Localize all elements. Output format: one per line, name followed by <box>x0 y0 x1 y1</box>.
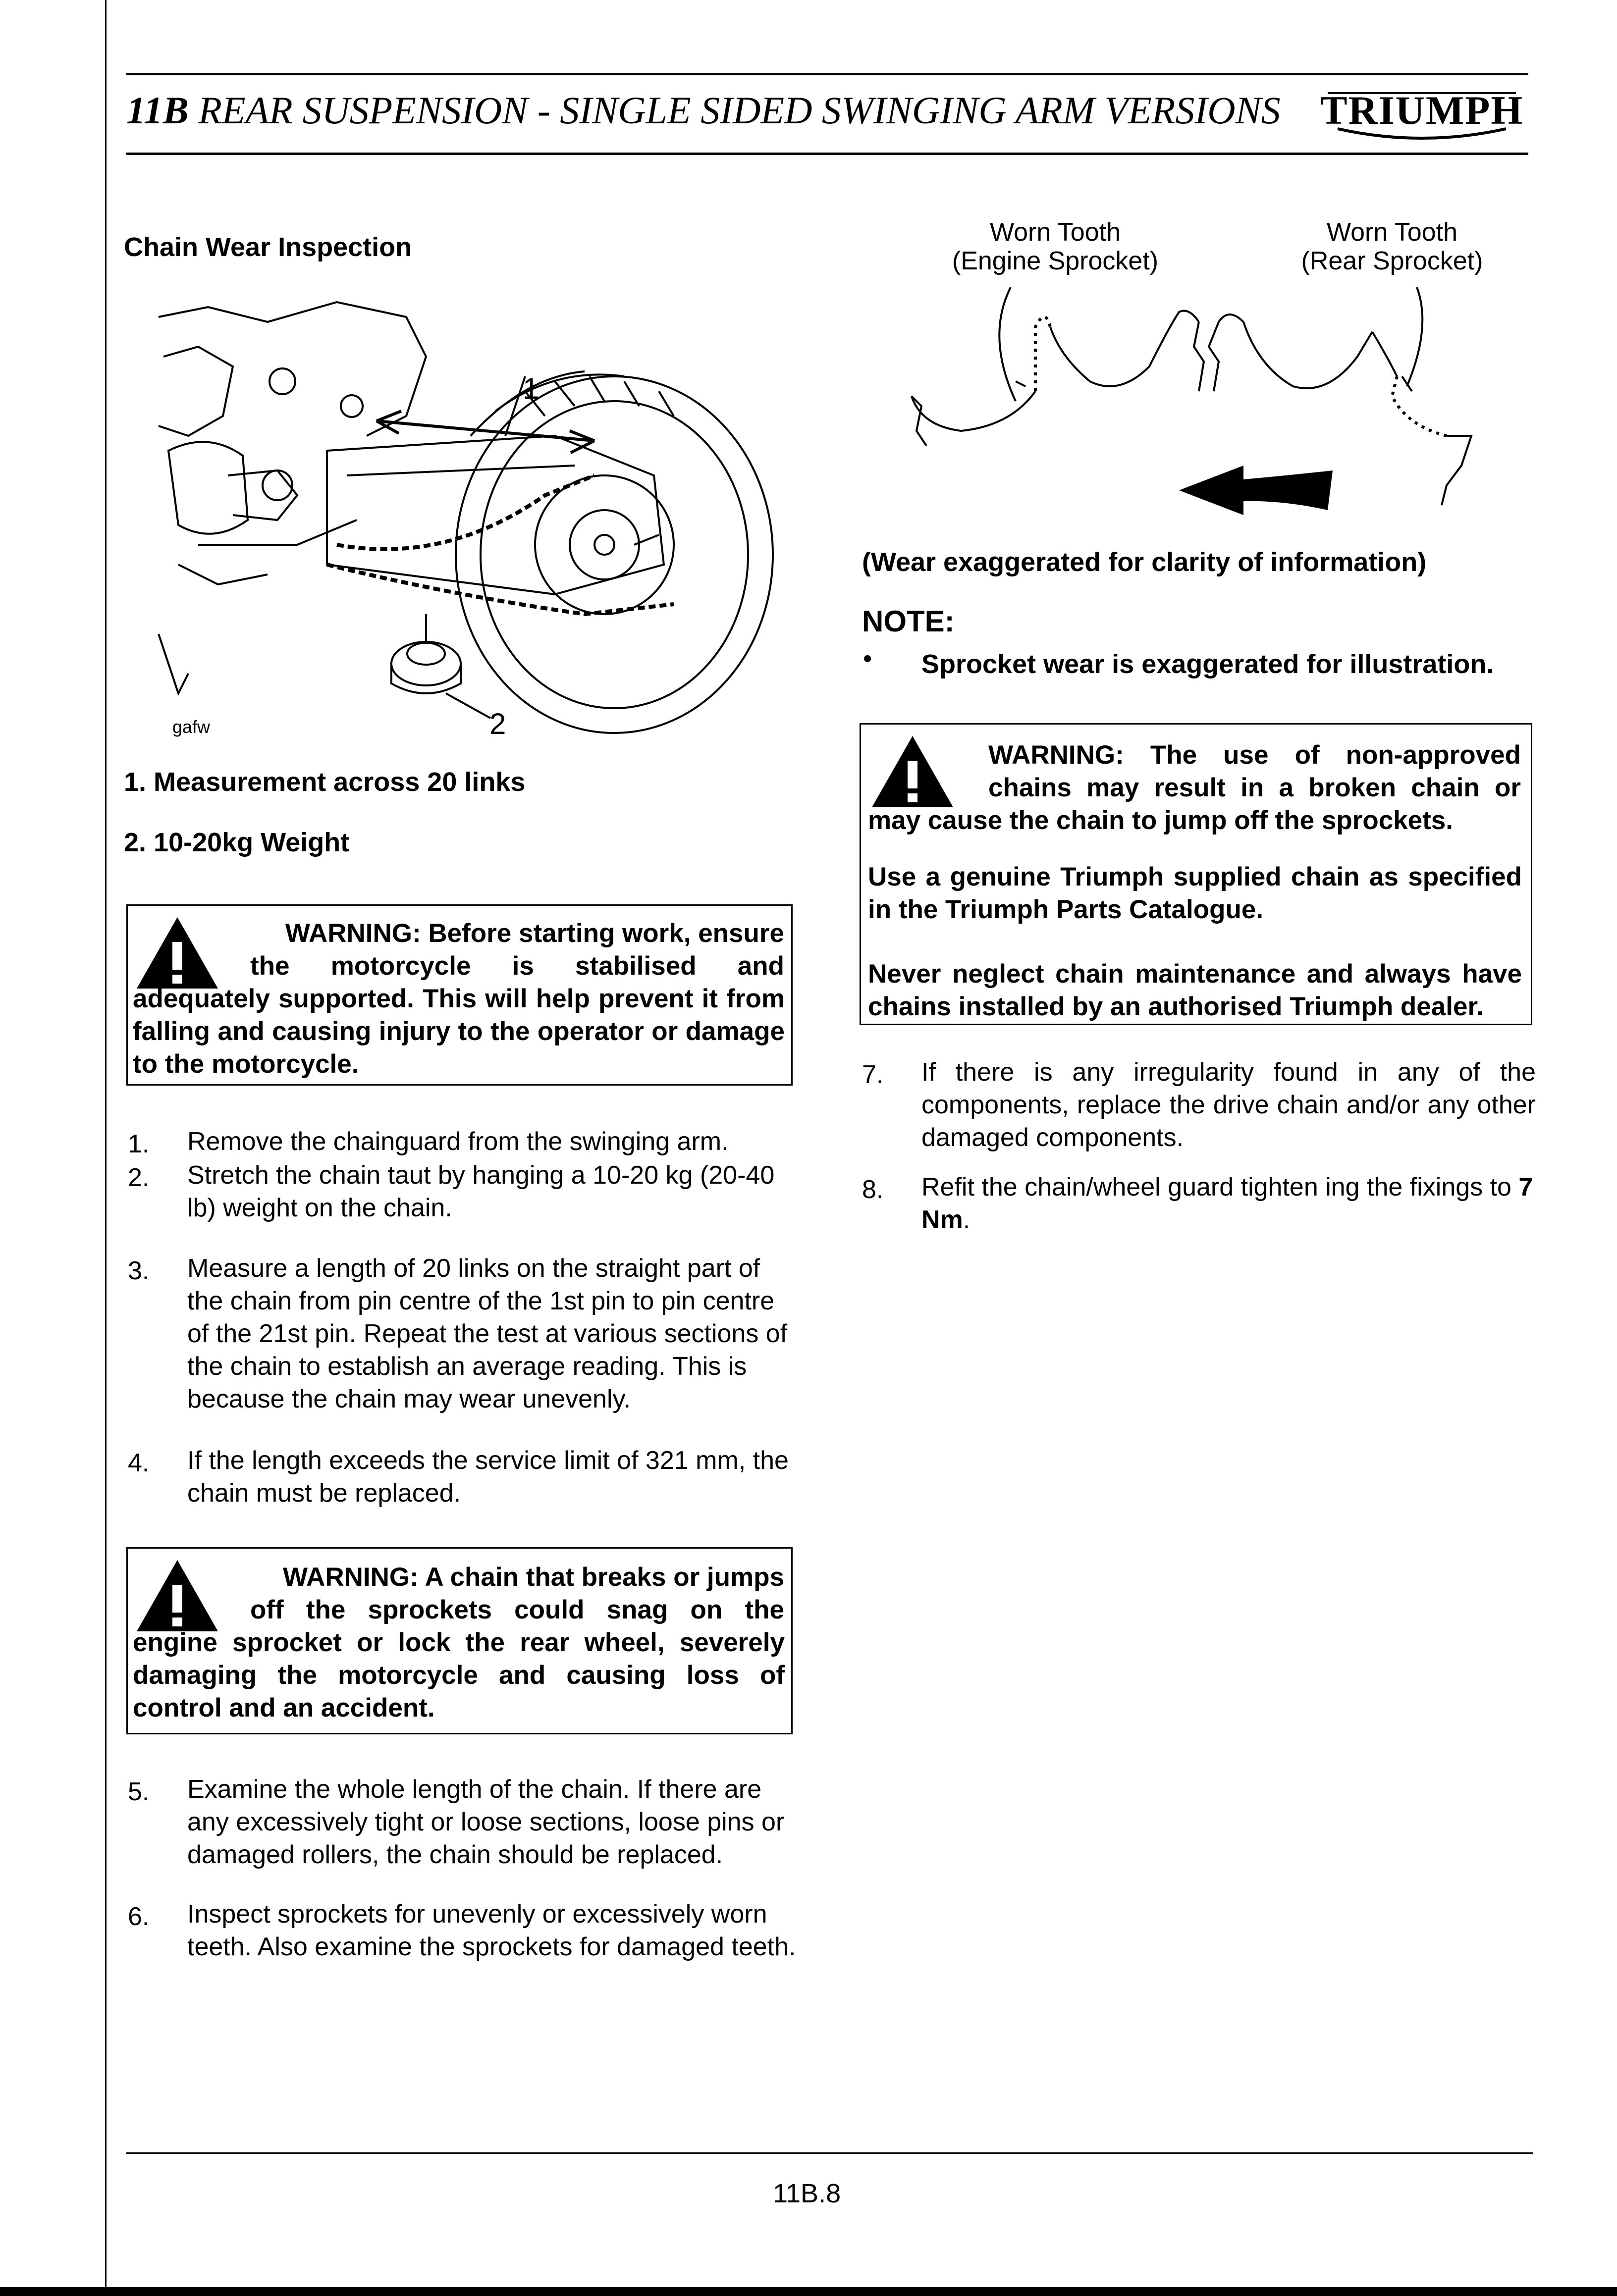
label-worn-tooth-rear <box>1268 218 1516 275</box>
footer-rule <box>126 2152 1533 2154</box>
section-title: Chain Wear Inspection <box>124 232 412 262</box>
step-number: 5. <box>128 1777 150 1806</box>
bullet-dot-icon: • <box>863 644 872 673</box>
step-8-text-c: . <box>963 1205 970 1234</box>
header-top-rule <box>126 73 1528 75</box>
logo-text: TRIUMPH <box>1320 88 1524 133</box>
step-text: Remove the chainguard from the swinging arm. <box>187 1127 729 1156</box>
step-8-text-a: Refit the chain/wheel guard tighten ing the fixings to <box>921 1173 1519 1201</box>
step-number: 6. <box>128 1902 150 1931</box>
warning-triangle-icon <box>133 913 222 992</box>
label-rear-line1: Worn Tooth <box>1326 218 1457 247</box>
warning-2-line2: off the sprockets could snag on the <box>250 1595 784 1624</box>
triumph-logo <box>1318 83 1526 153</box>
figure-code: gafw <box>172 717 211 737</box>
sprocket-wear-diagram <box>902 277 1496 535</box>
note-text: Sprocket wear is exaggerated for illustration. <box>921 649 1494 679</box>
step-number: 7. <box>862 1060 884 1089</box>
step-text: Inspect sprockets for unevenly or excessively worn teeth. Also examine the sprockets for damaged teeth. <box>187 1900 796 1961</box>
warning-3-line2: chains may result in a broken chain or <box>988 773 1521 802</box>
caption-2: 2. 10-20kg Weight <box>124 828 350 857</box>
header-bottom-rule <box>126 153 1528 155</box>
page-number: 11B.8 <box>773 2179 841 2208</box>
warning-2-line1: WARNING: A chain that breaks or jumps <box>282 1563 784 1592</box>
section-code: 11B <box>126 89 189 132</box>
step-number: 1. <box>128 1130 150 1158</box>
warning-2-rest: engine sprocket or lock the rear wheel, severely damaging the motorcycle and causing loss of control and an accident. <box>133 1628 785 1722</box>
warning-3-line1: WARNING: The use of non-approved <box>988 740 1521 770</box>
warning-triangle-icon <box>868 732 957 811</box>
step-text: If the length exceeds the service limit of 321 mm, the chain must be replaced. <box>187 1446 789 1508</box>
warning-3-rest: may cause the chain to jump off the sprockets. <box>868 806 1454 835</box>
warning-triangle-icon <box>133 1556 222 1635</box>
step-number: 2. <box>128 1163 150 1192</box>
label-worn-tooth-engine <box>872 218 1239 275</box>
step-number: 4. <box>128 1449 150 1477</box>
left-margin-line <box>105 0 107 2296</box>
step-number: 3. <box>128 1256 150 1285</box>
warning-1-line1: WARNING: Before starting work, ensure <box>285 919 784 948</box>
warning-3-para2: Use a genuine Triumph supplied chain as specified in the Triumph Parts Catalogue. <box>868 862 1522 924</box>
callout-2: 2 <box>489 707 506 740</box>
chain-measurement-figure <box>149 287 793 748</box>
step-number: 8. <box>862 1175 884 1204</box>
warning-3-para3: Never neglect chain maintenance and always have chains installed by an authorised Triumph dealer. <box>868 959 1522 1021</box>
page-header-title <box>126 88 1281 133</box>
chapter-title: REAR SUSPENSION - SINGLE SIDED SWINGING ARM VERSIONS <box>198 89 1281 132</box>
step-text: Examine the whole length of the chain. If there are any excessively tight or loose sections, loose pins or damaged rollers, the chain should be replaced. <box>187 1775 785 1869</box>
step-text <box>921 1171 1536 1236</box>
step-text: Measure a length of 20 links on the straight part of the chain from pin centre of the 1st pin to pin centre of the 21st pin. Repeat the test at various sections of the chain to establish an average reading. This is because the chain may wear unevenly. <box>187 1254 788 1413</box>
callout-1: 1 <box>523 372 539 405</box>
triumph-logo-mark <box>1318 83 1526 143</box>
step-text: Stretch the chain taut by hanging a 10-20 kg (20-40 lb) weight on the chain. <box>187 1161 775 1222</box>
label-rear-line2: (Rear Sprocket) <box>1301 247 1483 275</box>
diagram-caption: (Wear exaggerated for clarity of information) <box>862 547 1427 577</box>
label-engine-line1: Worn Tooth <box>989 218 1121 247</box>
torque-value: 7 Nm <box>921 1173 1533 1234</box>
step-text: If there is any irregularity found in any of the components, replace the drive chain and/or any other damaged components. <box>921 1058 1536 1152</box>
bottom-edge-band <box>0 2287 1617 2296</box>
note-heading: NOTE: <box>862 605 955 638</box>
label-engine-line2: (Engine Sprocket) <box>952 247 1159 275</box>
caption-1: 1. Measurement across 20 links <box>124 767 526 797</box>
warning-1-line2: the motorcycle is stabilised and <box>250 951 784 981</box>
warning-1-rest: adequately supported. This will help prevent it from falling and causing injury to the operator or damage to the motorcycle. <box>133 984 785 1079</box>
direction-arrow-icon <box>1179 466 1333 515</box>
